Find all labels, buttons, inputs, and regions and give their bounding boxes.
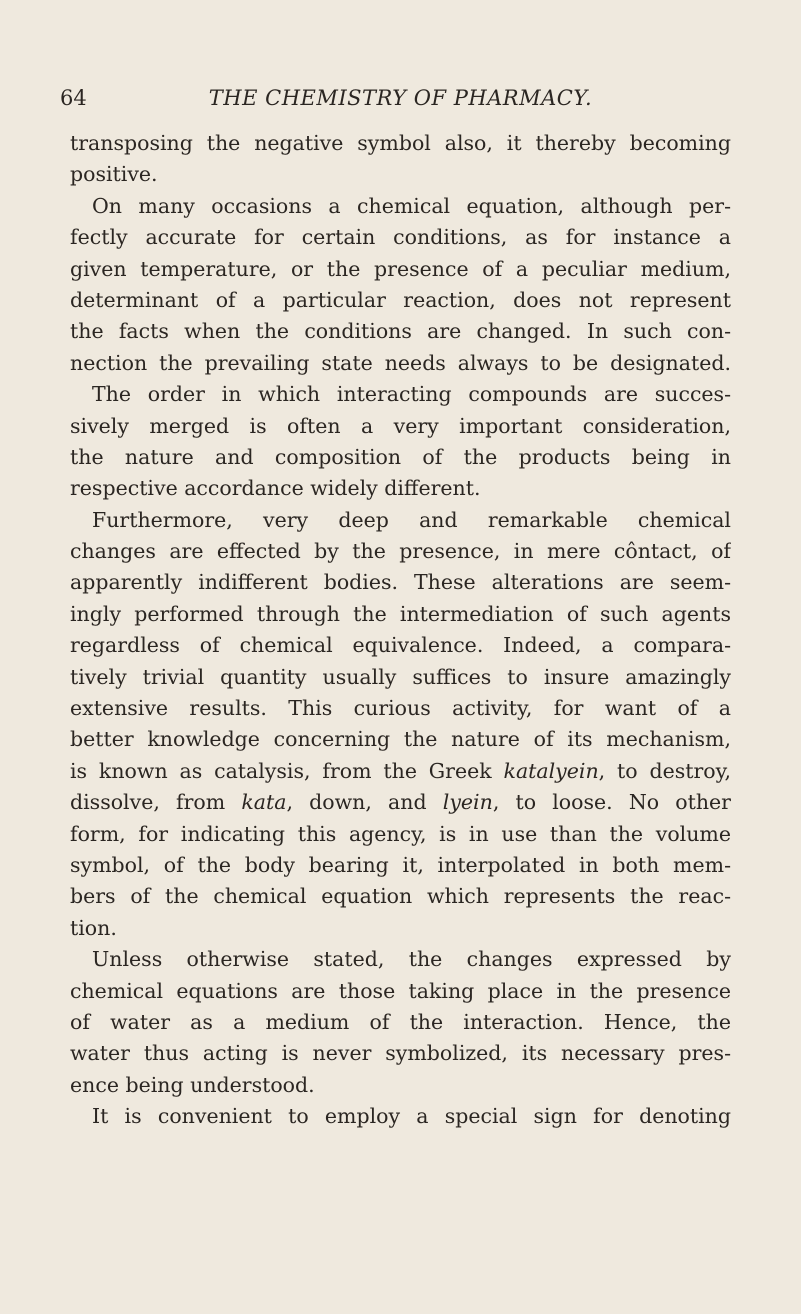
page-number: 64 [60, 86, 87, 110]
text-line: The order in which interacting compounds are succes- [92, 382, 731, 407]
text-line: transposing the negative symbol also, it thereby becoming [70, 131, 731, 155]
text-line: ingly performed through the intermediation of such agents [70, 601, 731, 626]
text-line: bers of the chemical equation which represents the reac- [70, 884, 731, 909]
text-line: form, for indicating this agency, is in use than the volume [70, 821, 731, 846]
text-line: tion. [70, 915, 117, 940]
text-line: positive. [70, 162, 158, 187]
text-line: sively merged is often a very important consideration, [70, 413, 731, 438]
text-line: changes are effected by the presence, in mere côntact, of [70, 539, 731, 564]
text-line: fectly accurate for certain conditions, as for instance a [70, 225, 731, 250]
text-line: chemical equations are those taking place in the presence [70, 978, 731, 1003]
text-line: water thus acting is never symbolized, its necessary pres- [70, 1041, 731, 1066]
text-line: regardless of chemical equivalence. Indeed, a compara- [70, 633, 731, 658]
running-title: THE CHEMISTRY OF PHARMACY. [208, 86, 593, 110]
page-header [60, 86, 741, 116]
text-line: extensive results. This curious activity, for want of a [70, 696, 731, 721]
text-line: of water as a medium of the interaction. Hence, the [70, 1009, 731, 1034]
text-line: respective accordance widely different. [70, 476, 481, 501]
text-line: ence being understood. [70, 1072, 315, 1097]
text-line: Furthermore, very deep and remarkable chemical [92, 507, 731, 532]
text-line: On many occasions a chemical equation, although per- [92, 193, 731, 218]
text-line: tively trivial quantity usually suffices to insure amazingly [70, 664, 731, 689]
body-text [70, 128, 731, 1133]
text-line: given temperature, or the presence of a peculiar medium, [70, 256, 731, 281]
text-line: better knowledge concerning the nature of its mechanism, [70, 727, 731, 752]
text-line: the facts when the conditions are changed. In such con- [70, 319, 731, 344]
text-line: apparently indifferent bodies. These alterations are seem- [70, 570, 731, 595]
text-line: is known as catalysis, from the Greek katalyein, to destroy, [70, 758, 731, 783]
text-line: symbol, of the body bearing it, interpolated in both mem- [70, 852, 731, 877]
text-line: Unless otherwise stated, the changes expressed by [92, 947, 731, 972]
text-line: determinant of a particular reaction, does not represent [70, 287, 731, 312]
text-line: the nature and composition of the products being in [70, 444, 731, 469]
text-line: It is convenient to employ a special sign for denoting [92, 1104, 731, 1129]
text-line: nection the prevailing state needs always to be designated. [70, 350, 731, 375]
text-line: dissolve, from kata, down, and lyein, to loose. No other [70, 790, 731, 815]
